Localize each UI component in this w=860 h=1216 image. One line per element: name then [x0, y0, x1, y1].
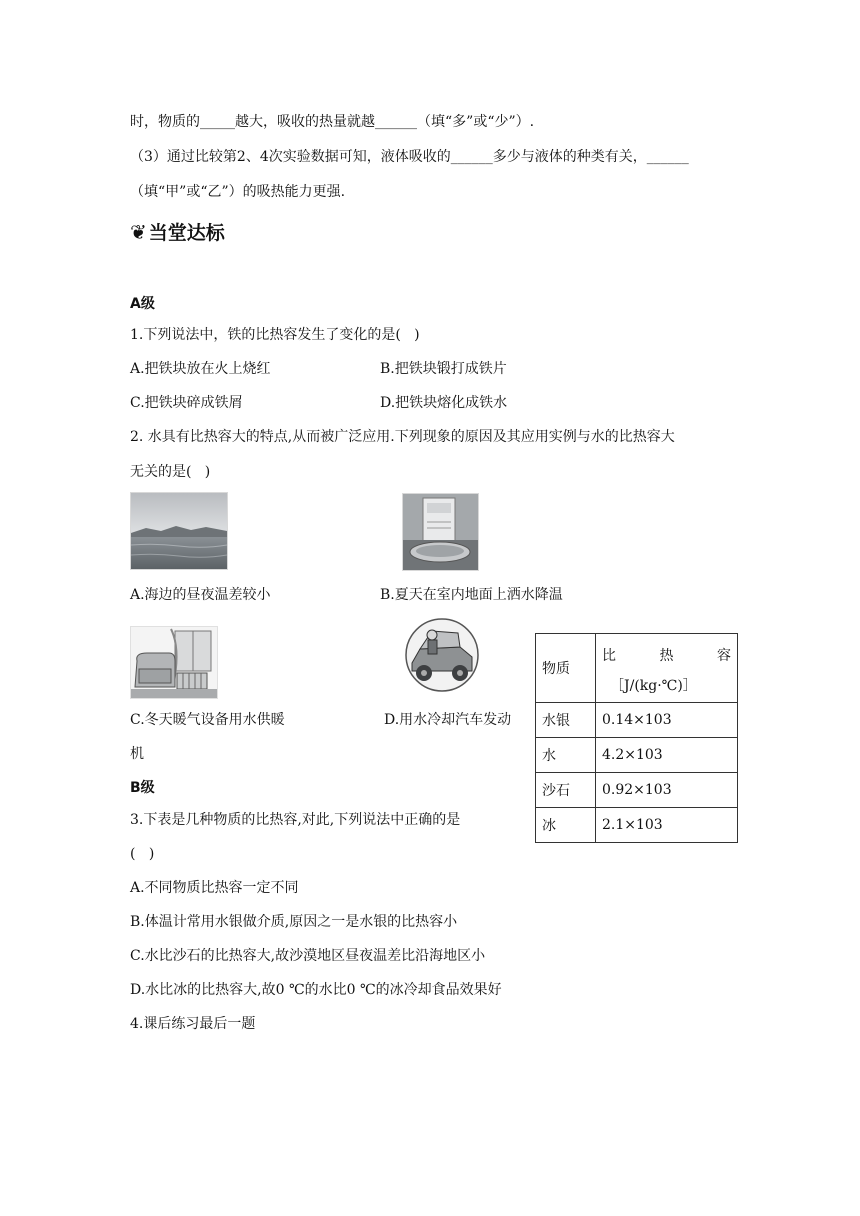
- car-engine-photo: [402, 617, 482, 693]
- table-header-substance: 物质: [536, 634, 596, 703]
- question-2-stem-line-2: 无关的是( ): [130, 464, 211, 480]
- header-char: 热: [659, 648, 674, 664]
- header-char: 容: [717, 648, 731, 664]
- question-3-option-c: C.水比沙石的比热容大,故沙漠地区昼夜温差比沿海地区小: [130, 948, 486, 964]
- specific-heat-table: [535, 633, 738, 843]
- table-cell-value: 4.2×103: [596, 738, 738, 773]
- table-header-specific-heat-title: [602, 637, 731, 665]
- question-3-option-d: D.水比冰的比热容大,故0 ℃的水比0 ℃的冰冷却食品效果好: [130, 982, 502, 998]
- room-watering-photo: [402, 493, 479, 571]
- section-title: 当堂达标: [148, 222, 225, 244]
- question-1-option-c: C.把铁块碎成铁屑: [130, 395, 243, 411]
- question-2-option-d: D.用水冷却汽车发动: [384, 712, 512, 728]
- section-heading: [130, 218, 225, 245]
- table-header-unit: ［J/(kg·℃)］: [610, 678, 697, 694]
- table-cell-substance: 沙石: [536, 773, 596, 808]
- radiator-illustration: [131, 627, 217, 698]
- header-char: 比: [602, 648, 616, 664]
- table-row: [536, 738, 738, 773]
- seaside-photo: [130, 492, 228, 570]
- question-3-option-a: A.不同物质比热容一定不同: [130, 880, 299, 896]
- table-cell-value: 0.14×103: [596, 703, 738, 738]
- flower-icon: ❦: [130, 220, 147, 244]
- table-cell-substance: 水: [536, 738, 596, 773]
- question-3-stem-line-1: 3.下表是几种物质的比热容,对此,下列说法中正确的是: [130, 812, 461, 828]
- question-2-option-d-continued: 机: [130, 746, 144, 762]
- question-1-option-a: A.把铁块放在火上烧红: [130, 361, 271, 377]
- question-1-option-b: B.把铁块锻打成铁片: [380, 361, 507, 377]
- table-cell-substance: 冰: [536, 808, 596, 843]
- text-line-3: （填“甲”或“乙”）的吸热能力更强.: [130, 184, 346, 200]
- level-a-label: A级: [130, 296, 155, 312]
- table-row: [536, 773, 738, 808]
- question-2-option-c: C.冬天暖气设备用水供暖: [130, 712, 285, 728]
- seaside-illustration: [131, 493, 227, 569]
- question-2-stem-line-1: 2. 水具有比热容大的特点,从而被广泛应用.下列现象的原因及其应用实例与水的比热容大: [130, 429, 675, 445]
- question-2-option-a: A.海边的昼夜温差较小: [130, 587, 271, 603]
- question-1-option-d: D.把铁块熔化成铁水: [380, 395, 508, 411]
- table-header-specific-heat: [596, 634, 738, 703]
- question-2-option-b: B.夏天在室内地面上洒水降温: [380, 587, 563, 603]
- room-illustration: [403, 494, 478, 570]
- question-1-stem: 1.下列说法中，铁的比热容发生了变化的是( ): [130, 327, 420, 343]
- table-cell-value: 2.1×103: [596, 808, 738, 843]
- text-line-1: 时，物质的_____越大，吸收的热量就越______（填“多”或“少”）.: [130, 114, 535, 130]
- question-4: 4.课后练习最后一题: [130, 1016, 256, 1032]
- table-header-row: [536, 634, 738, 703]
- question-3-stem-line-2: ( ): [130, 846, 155, 862]
- table-cell-value: 0.92×103: [596, 773, 738, 808]
- table-row: [536, 808, 738, 843]
- table-row: [536, 703, 738, 738]
- table-cell-substance: 水银: [536, 703, 596, 738]
- text-line-2: （3）通过比较第2、4次实验数据可知，液体吸收的______多少与液体的种类有关，______: [130, 149, 689, 165]
- level-b-label: B级: [130, 780, 155, 796]
- question-3-option-b: B.体温计常用水银做介质,原因之一是水银的比热容小: [130, 914, 458, 930]
- radiator-photo: [130, 626, 218, 699]
- car-illustration: [402, 617, 482, 693]
